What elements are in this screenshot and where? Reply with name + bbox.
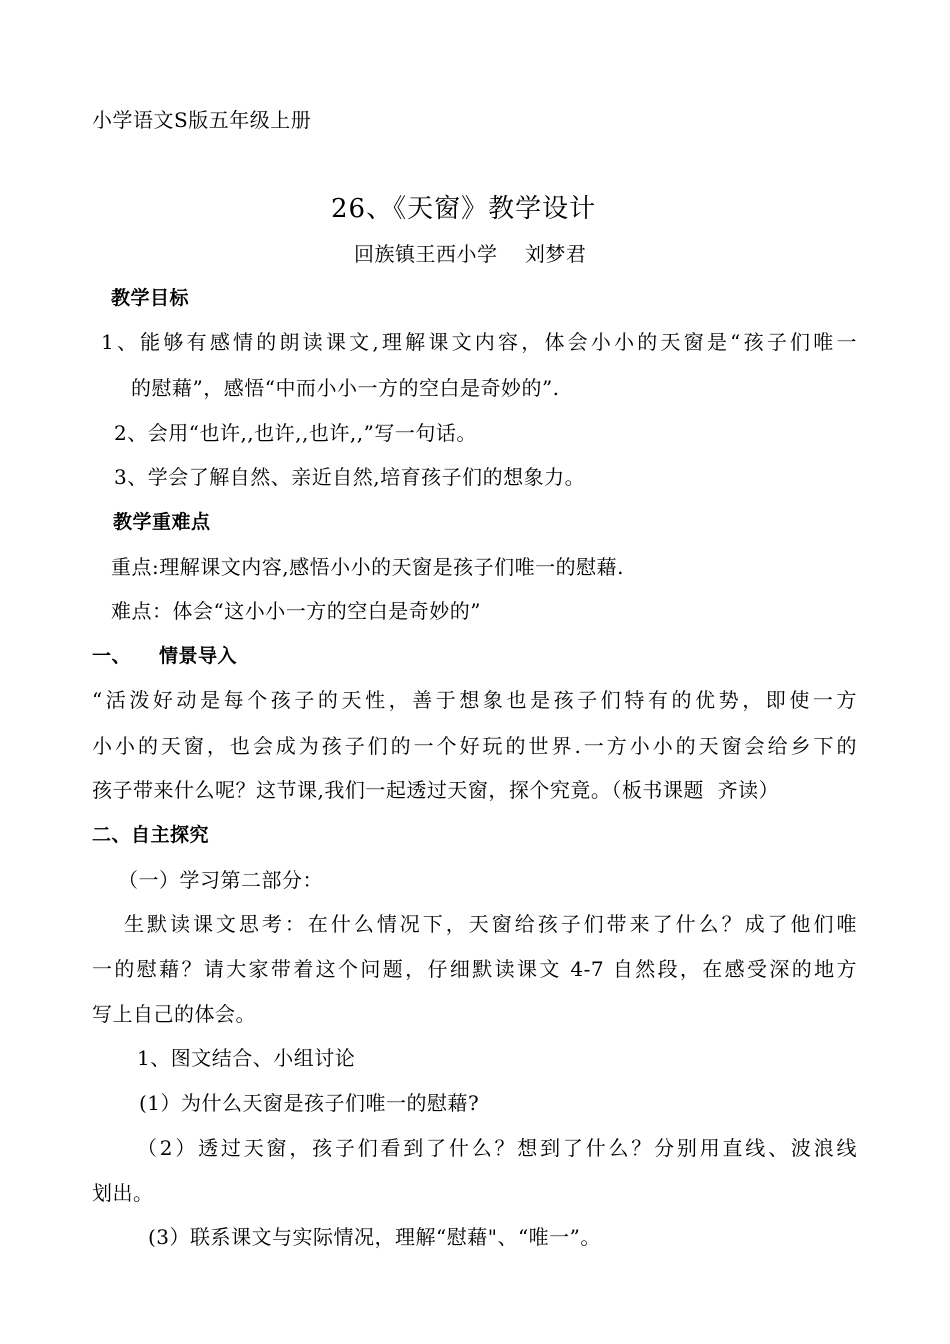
- section-1-para-line-2: 小小的天窗，也会成为孩子们的一个好玩的世界.一方小小的天窗会给乡下的: [92, 734, 857, 758]
- section-1-para-line-1: “活泼好动是每个孩子的天性，善于想象也是孩子们特有的优势，即使一方: [92, 688, 857, 712]
- question-1: (1）为什么天窗是孩子们唯一的慰藉?: [139, 1091, 480, 1115]
- objectives-heading: 教学目标: [111, 287, 190, 309]
- objective-1-line-2: 的慰藉”，感悟“中而小小一方的空白是奇妙的”.: [131, 376, 560, 400]
- objective-1-line-1: 1、能够有感情的朗读课文,理解课文内容，体会小小的天窗是“孩子们唯一: [101, 330, 857, 354]
- section-1-para-line-3: 孩子带来什么呢？这节课,我们一起透过天窗，探个究竟。（板书课题 齐读）: [92, 778, 780, 802]
- section-1-heading: 情景导入: [159, 645, 238, 667]
- step-1: 1、图文结合、小组讨论: [137, 1046, 356, 1070]
- question-2-line-2: 划出。: [92, 1181, 154, 1205]
- section-1-number: 一、: [92, 645, 132, 667]
- objective-2: 2、会用“也许,,也许,,也许,,”写一句话。: [114, 421, 477, 445]
- objective-3: 3、学会了解自然、亲近自然,培育孩子们的想象力。: [114, 465, 586, 489]
- section-2-heading: 二、自主探究: [92, 824, 210, 846]
- question-3: (3）联系课文与实际情况，理解“慰藉"、“唯一”。: [148, 1225, 601, 1249]
- section-2-para-line-3: 写上自己的体会。: [92, 1002, 256, 1026]
- document-title: 26、《天窗》教学设计: [331, 194, 597, 224]
- section-2-para-line-1: 生默读课文思考：在什么情况下，天窗给孩子们带来了什么？成了他们唯: [124, 912, 857, 936]
- keypoints-heading: 教学重难点: [113, 511, 211, 533]
- section-2-subheading: （一）学习第二部分：: [118, 868, 323, 892]
- question-2-line-1: （2）透过天窗，孩子们看到了什么？想到了什么？分别用直线、波浪线: [137, 1136, 857, 1160]
- key-point: 重点:理解课文内容,感悟小小的天窗是孩子们唯一的慰藉.: [111, 555, 624, 579]
- difficult-point: 难点：体会“这小小一方的空白是奇妙的”: [111, 599, 481, 623]
- section-2-para-line-2: 一的慰藉？请大家带着这个问题，仔细默读课文 4-7 自然段，在感受深的地方: [92, 957, 857, 981]
- book-label: 小学语文S版五年级上册: [92, 108, 312, 132]
- author-line: 回族镇王西小学 刘梦君: [354, 242, 587, 266]
